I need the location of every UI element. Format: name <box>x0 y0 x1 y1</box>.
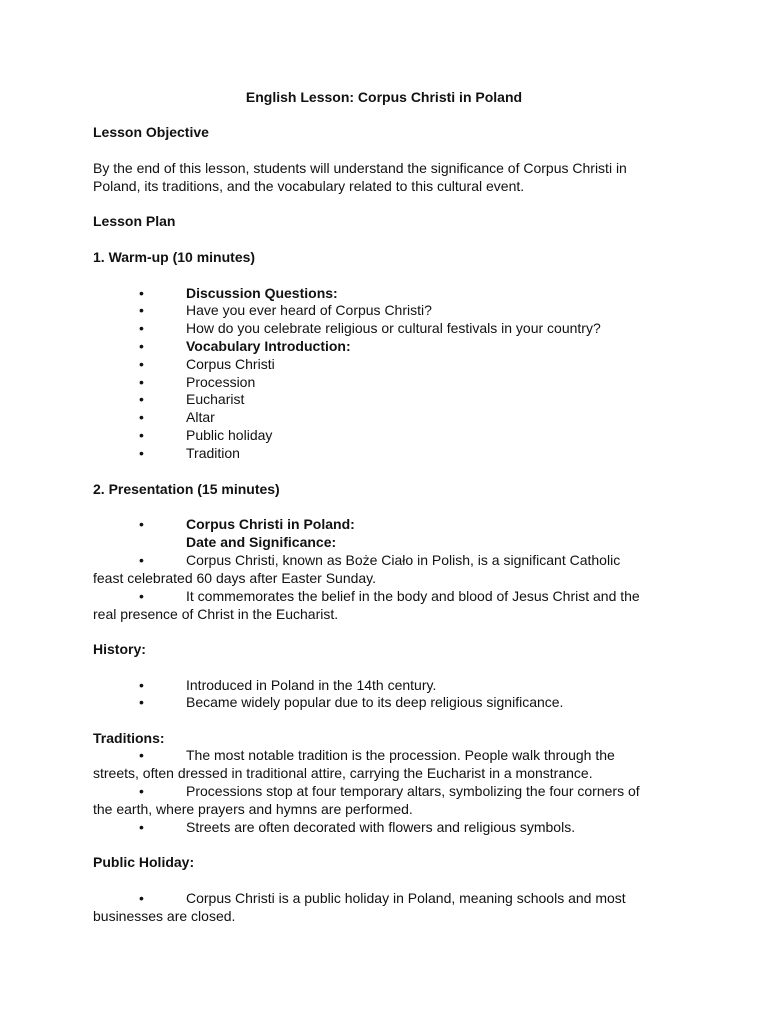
paragraph-line: the earth, where prayers and hymns are performed. <box>93 801 413 817</box>
paragraph-line: Corpus Christi is a public holiday in Poland, meaning schools and most <box>186 890 626 906</box>
vocab-item: Eucharist <box>186 391 245 407</box>
bullet-icon: • <box>139 783 144 799</box>
bullet-icon: • <box>139 819 144 835</box>
holiday-heading: Public Holiday: <box>93 854 195 870</box>
paragraph-line: feast celebrated 60 days after Easter Sunday. <box>93 570 377 586</box>
objective-line: By the end of this lesson, students will understand the significance of Corpus Christi in <box>93 160 627 176</box>
bullet-icon: • <box>139 890 144 906</box>
presentation-subtopic: Date and Significance: <box>186 534 337 550</box>
bullet-icon: • <box>139 409 144 425</box>
bullet-icon: • <box>139 588 144 604</box>
bullet-icon: • <box>139 445 144 461</box>
vocab-item: Altar <box>186 409 215 425</box>
list-item: How do you celebrate religious or cultural festivals in your country? <box>186 320 601 336</box>
list-item: Became widely popular due to its deep religious significance. <box>186 694 564 710</box>
discussion-label: Discussion Questions: <box>186 285 338 301</box>
paragraph-line: It commemorates the belief in the body and blood of Jesus Christ and the <box>186 588 640 604</box>
bullet-icon: • <box>139 338 144 354</box>
presentation-heading: 2. Presentation (15 minutes) <box>93 481 280 497</box>
paragraph-line: businesses are closed. <box>93 908 236 924</box>
bullet-icon: • <box>139 320 144 336</box>
paragraph-line: The most notable tradition is the procession. People walk through the <box>186 747 615 763</box>
bullet-icon: • <box>139 356 144 372</box>
paragraph-line: streets, often dressed in traditional attire, carrying the Eucharist in a monstrance. <box>93 765 593 781</box>
bullet-icon: • <box>139 285 144 301</box>
paragraph-line: Streets are often decorated with flowers and religious symbols. <box>186 819 576 835</box>
bullet-icon: • <box>139 374 144 390</box>
bullet-icon: • <box>139 747 144 763</box>
vocab-item: Tradition <box>186 445 240 461</box>
bullet-icon: • <box>139 552 144 568</box>
paragraph-line: real presence of Christ in the Eucharist. <box>93 606 339 622</box>
presentation-topic: Corpus Christi in Poland: <box>186 516 355 532</box>
list-item: Introduced in Poland in the 14th century. <box>186 677 437 693</box>
traditions-heading: Traditions: <box>93 730 165 746</box>
bullet-icon: • <box>139 694 144 710</box>
vocab-label: Vocabulary Introduction: <box>186 338 351 354</box>
paragraph-line: Corpus Christi, known as Boże Ciało in Polish, is a significant Catholic <box>186 552 621 568</box>
document-title: English Lesson: Corpus Christi in Poland <box>245 89 523 105</box>
bullet-icon: • <box>139 516 144 532</box>
bullet-icon: • <box>139 677 144 693</box>
bullet-icon: • <box>139 427 144 443</box>
vocab-item: Procession <box>186 374 256 390</box>
list-item: Have you ever heard of Corpus Christi? <box>186 302 432 318</box>
warmup-heading: 1. Warm-up (10 minutes) <box>93 249 256 265</box>
history-heading: History: <box>93 641 146 657</box>
lesson-plan-heading: Lesson Plan <box>93 213 176 229</box>
bullet-icon: • <box>139 302 144 318</box>
vocab-item: Corpus Christi <box>186 356 275 372</box>
paragraph-line: Processions stop at four temporary altars, symbolizing the four corners of <box>186 783 640 799</box>
objective-heading: Lesson Objective <box>93 124 209 140</box>
objective-line: Poland, its traditions, and the vocabulary related to this cultural event. <box>93 178 525 194</box>
bullet-icon: • <box>139 391 144 407</box>
vocab-item: Public holiday <box>186 427 273 443</box>
